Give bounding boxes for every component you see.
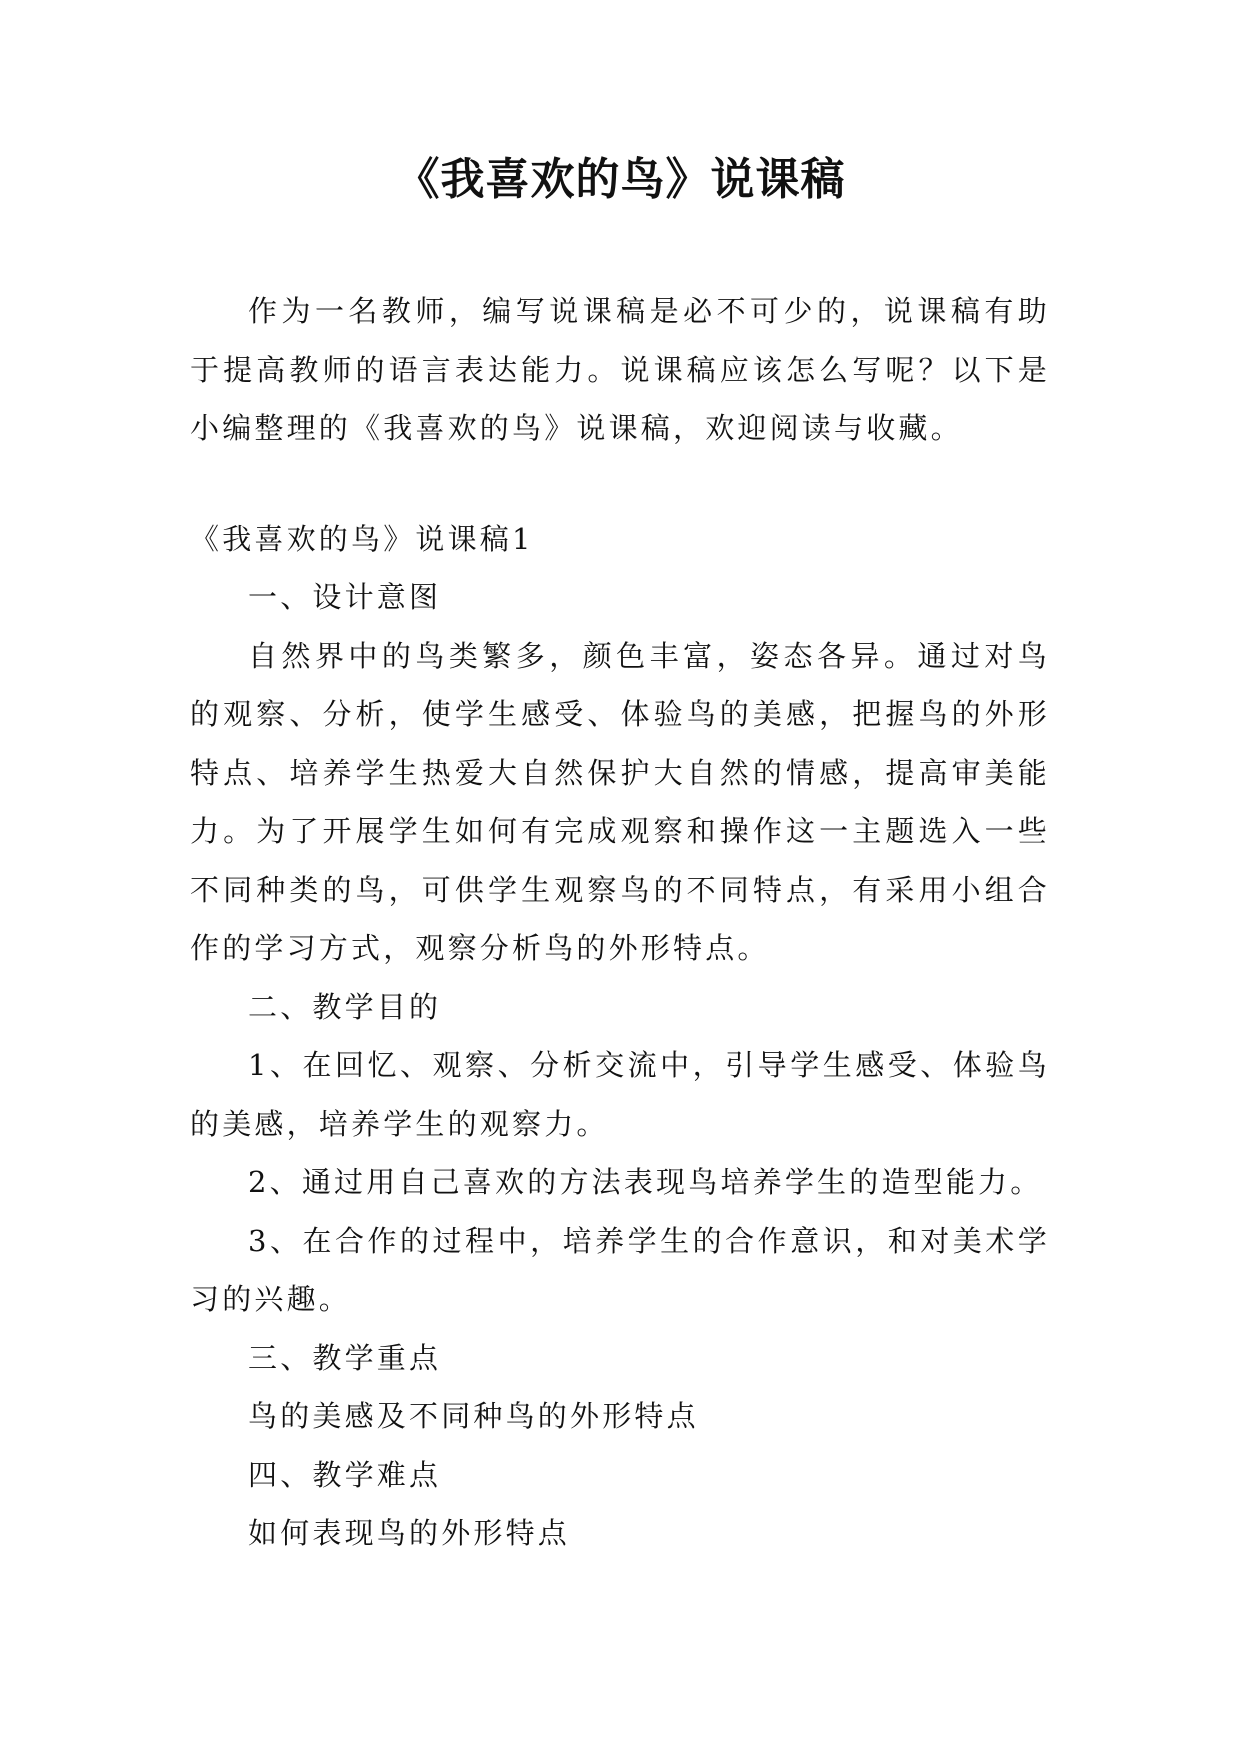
heading-teaching-difficulty: 四、教学难点 [248,1457,442,1492]
section-title: 《我喜欢的鸟》说课稿1 [190,521,534,556]
heading-teaching-focus: 三、教学重点 [248,1340,442,1375]
document-title: 《我喜欢的鸟》说课稿 [395,154,846,205]
heading-teaching-purpose: 二、教学目的 [248,989,442,1024]
paragraph-teaching-focus: 鸟的美感及不同种鸟的外形特点 [248,1399,699,1433]
paragraph-design-intent: 自然界中的鸟类繁多，颜色丰富，姿态各异。通过对鸟的观察、分析，使学生感受、体验鸟的美感，把握鸟的外形特点、培养学生热爱大自然保护大自然的情感，提高审美能力。为了开展学生如何有完成观察和操作这一主题选入一些不同种类的鸟，可供学生观察鸟的不同特点，有采用小组合作的学习方式，观察分析鸟的外形特点。 [190,638,1050,965]
paragraph-teaching-difficulty: 如何表现鸟的外形特点 [248,1516,571,1550]
intro-paragraph: 作为一名教师，编写说课稿是必不可少的，说课稿有助于提高教师的语言表达能力。说课稿应该怎么写呢？以下是小编整理的《我喜欢的鸟》说课稿，欢迎阅读与收藏。 [190,294,1050,445]
section-spacer [190,458,1050,510]
teaching-purpose-item-2: 2、通过用自己喜欢的方法表现鸟培养学生的造型能力。 [248,1165,1043,1199]
document-body [190,282,1050,1563]
teaching-purpose-item-1: 1、在回忆、观察、分析交流中，引导学生感受、体验鸟的美感，培养学生的观察力。 [190,1048,1050,1141]
heading-design-intent: 一、设计意图 [248,580,442,614]
teaching-purpose-item-3: 3、在合作的过程中，培养学生的合作意识，和对美术学习的兴趣。 [190,1223,1050,1316]
